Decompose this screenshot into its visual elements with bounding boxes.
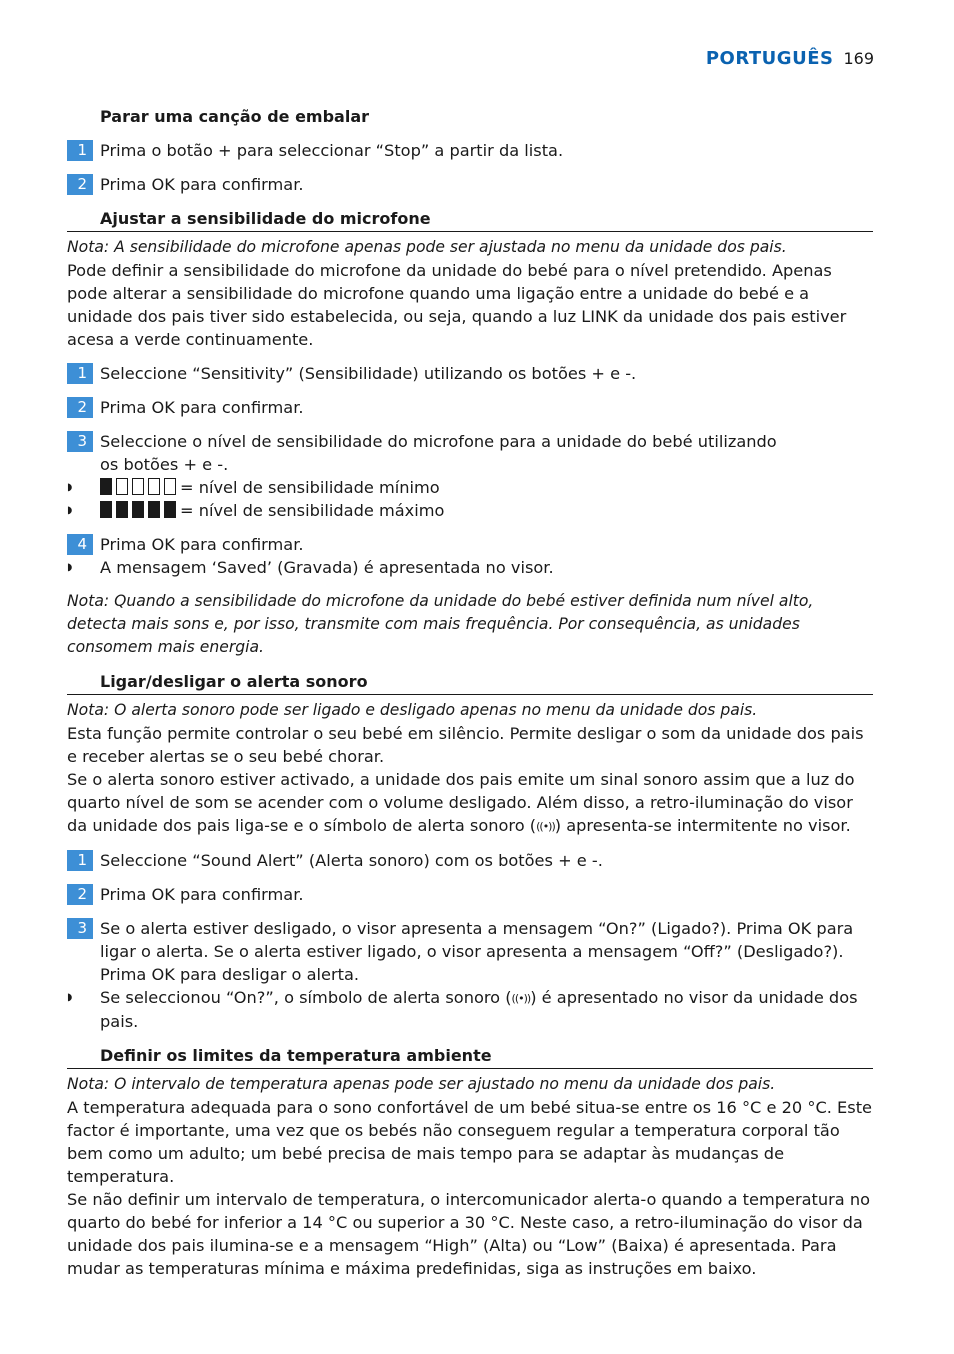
bullet-result — [67, 986, 873, 1033]
note-text: Nota: O intervalo de temperatura apenas pode ser ajustado no menu da unidade dos pais. — [67, 1075, 776, 1093]
section-title-temperature-limits: Definir os limites da temperatura ambiente — [67, 1044, 873, 1069]
step-number: 1 — [67, 140, 93, 161]
paragraph-part: Se o alerta sonoro estiver activado, a unidade dos pais emite um sinal sonoro assim que a luz do quarto nível de som se acender com o volume desligado. Além disso, a retro-iluminação do visor da unidade dos pais liga-se e o símbolo de alerta sonoro ( — [67, 770, 855, 835]
steps-sound-alert — [67, 849, 873, 986]
result-part: Se seleccionou “On?”, o símbolo de alerta sonoro ( — [100, 988, 512, 1007]
step-number: 2 — [67, 174, 93, 195]
page-number: 169 — [843, 49, 874, 68]
step-item — [67, 430, 873, 476]
steps-sensitivity — [67, 362, 873, 476]
bullet-icon: ◗ — [67, 992, 73, 1003]
step-text: Prima OK para confirmar. — [100, 535, 304, 554]
step-item — [67, 139, 873, 162]
step-text: Prima o botão + para seleccionar “Stop” a partir da lista. — [100, 141, 564, 160]
level-text: = nível de sensibilidade mínimo — [180, 478, 440, 497]
step-number: 3 — [67, 431, 93, 452]
step-number: 1 — [67, 850, 93, 871]
result-part: ) é apresentado no visor da unidade dos pais. — [100, 988, 858, 1031]
step-item — [67, 849, 873, 872]
step-number: 2 — [67, 884, 93, 905]
paragraph-part: ) apresenta-se intermitente no visor. — [554, 816, 851, 835]
paragraph: Pode definir a sensibilidade do microfone da unidade do bebé para o nível pretendido. Apenas pode alterar a sensibilidade do microfone quando uma ligação entre a unidade do bebé e a unidade dos pais tiver sido estabelecida, ou seja, quando a luz LINK da unidade dos pais estiver acesa a verde continuamente. — [67, 261, 847, 349]
step-number: 1 — [67, 363, 93, 384]
bullet-icon: ◗ — [67, 482, 73, 493]
level-indicator-min — [100, 476, 440, 499]
step-item — [67, 533, 873, 556]
result-text — [100, 986, 873, 1033]
note-text: Nota: A sensibilidade do microfone apenas pode ser ajustada no menu da unidade dos pais. — [67, 238, 787, 256]
step-item — [67, 917, 873, 986]
bullet-max-level — [67, 499, 873, 522]
sensitivity-bars-icon — [100, 501, 176, 518]
step-text: Prima OK para confirmar. — [100, 175, 304, 194]
paragraph — [67, 768, 873, 838]
step-number: 2 — [67, 397, 93, 418]
level-indicator-max — [100, 499, 444, 522]
paragraph: A temperatura adequada para o sono confortável de um bebé situa-se entre os 16 °C e 20 °C. Este factor é importante, uma vez que os bebés não conseguem regular a temperatura corporal tão bem como um adulto; um bebé precisa de mais tempo para se adaptar às mudanças de temperatura. — [67, 1098, 873, 1186]
section-title-stop-lullaby: Parar uma canção de embalar — [100, 107, 370, 126]
step-item — [67, 362, 873, 385]
bullet-icon: ◗ — [67, 562, 73, 573]
paragraph: Esta função permite controlar o seu bebé em silêncio. Permite desligar o som da unidade dos pais e receber alertas se o seu bebé chorar. — [67, 724, 864, 766]
step-text: Seleccione “Sensitivity” (Sensibilidade) utilizando os botões + e -. — [100, 364, 637, 383]
page-content — [67, 105, 873, 1280]
steps-stop-lullaby — [67, 139, 873, 196]
paragraph: Se não definir um intervalo de temperatura, o intercomunicador alerta-o quando a temperatura no quarto do bebé for inferior a 14 °C ou superior a 30 °C. Neste caso, a retro-iluminação do visor da unidade dos pais ilumina-se e a mensagem “High” (Alta) ou “Low” (Baixa) é apresentada. Para mudar as temperaturas mínima e máxima predefinidas, siga as instruções em baixo. — [67, 1190, 871, 1278]
bullet-icon: ◗ — [67, 505, 73, 516]
sensitivity-bars-icon — [100, 478, 176, 495]
page-header — [706, 48, 874, 69]
result-text: A mensagem ‘Saved’ (Gravada) é apresentada no visor. — [100, 558, 554, 577]
step-text: Prima OK para confirmar. — [100, 398, 304, 417]
step-number: 4 — [67, 534, 93, 555]
note-text: Nota: O alerta sonoro pode ser ligado e desligado apenas no menu da unidade dos pais. — [67, 701, 758, 719]
sound-alert-icon: ((•)) — [536, 820, 555, 833]
step-item — [67, 173, 873, 196]
section-title-sound-alert: Ligar/desligar o alerta sonoro — [67, 670, 873, 695]
note-text: Nota: Quando a sensibilidade do microfone da unidade do bebé estiver definida num nível alto, detecta mais sons e, por isso, transmite com mais frequência. Por consequência, as unidades consomem mais energia. — [67, 592, 814, 656]
language-label: PORTUGUÊS — [705, 48, 834, 69]
step-text: Seleccione o nível de sensibilidade do microfone para a unidade do bebé utilizando os botões + e -. — [100, 432, 777, 474]
bullet-result — [67, 556, 873, 579]
step-item — [67, 396, 873, 419]
step-text: Prima OK para confirmar. — [100, 885, 304, 904]
level-text: = nível de sensibilidade máximo — [180, 501, 445, 520]
step-text: Se o alerta estiver desligado, o visor apresenta a mensagem “On?” (Ligado?). Prima OK para ligar o alerta. Se o alerta estiver ligado, o visor apresenta a mensagem “Off?” (Desligado?). Prima OK para desligar o alerta. — [100, 919, 854, 984]
sound-alert-icon: ((•)) — [511, 992, 531, 1005]
bullet-min-level — [67, 476, 873, 499]
step-text: Seleccione “Sound Alert” (Alerta sonoro) com os botões + e -. — [100, 851, 603, 870]
section-title-microphone-sensitivity: Ajustar a sensibilidade do microfone — [67, 207, 873, 232]
step-item — [67, 883, 873, 906]
step-number: 3 — [67, 918, 93, 939]
